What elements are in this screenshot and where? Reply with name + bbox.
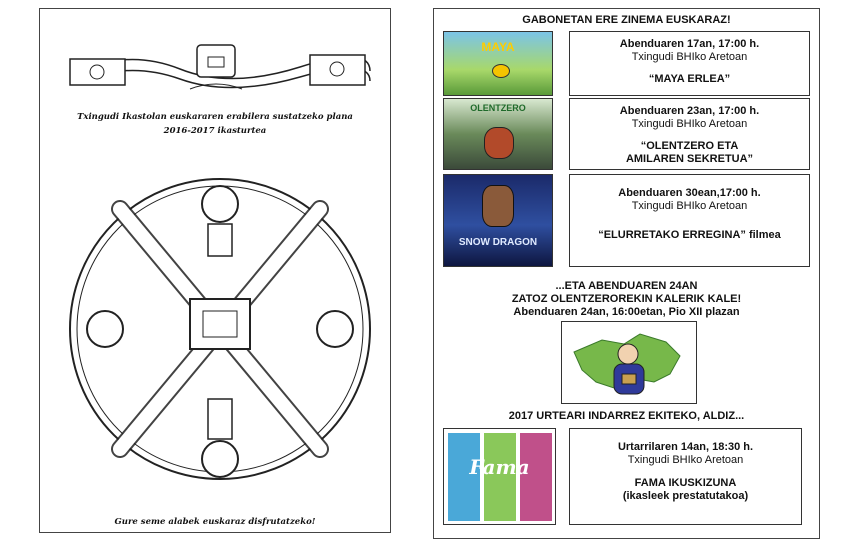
movie-info-1 bbox=[569, 31, 810, 96]
poster-title: OLENTZERO bbox=[470, 103, 526, 113]
pirate-mandala-illustration bbox=[40, 139, 392, 519]
character-figure-icon bbox=[484, 127, 514, 159]
program-title: GABONETAN ERE ZINEMA EUSKARAZ! bbox=[522, 14, 731, 26]
coloring-page bbox=[39, 8, 391, 533]
treasure-banner-illustration bbox=[40, 9, 392, 109]
olentzero-map-illustration bbox=[562, 322, 697, 404]
event-date: Urtarrilaren 14an, 18:30 h. bbox=[617, 441, 754, 453]
announce-line-3: Abenduaren 24an, 16:00etan, Pio XII plazan bbox=[513, 306, 740, 318]
movie-date: Abenduaren 23an, 17:00 h. bbox=[619, 105, 760, 117]
poster-title: SNOW DRAGON bbox=[458, 237, 538, 248]
movie-place: Txingudi BHIko Aretoan bbox=[631, 118, 748, 130]
poster-title: Fama bbox=[469, 455, 530, 479]
movie-title: “MAYA ERLEA” bbox=[648, 73, 731, 85]
subtitle-line-2: 2016-2017 ikasturtea bbox=[163, 126, 267, 136]
movie-place: Txingudi BHIko Aretoan bbox=[631, 51, 748, 63]
event-title: FAMA IKUSKIZUNA bbox=[634, 477, 737, 489]
movie-date: Abenduaren 30ean,17:00 h. bbox=[618, 187, 761, 199]
movie-title: “ELURRETAKO ERREGINA” filmea bbox=[598, 229, 781, 241]
subtitle-line-1: Txingudi Ikastolan euskararen erabilera sustatzeko plana bbox=[77, 112, 353, 122]
movie-title: “OLENTZERO ETA AMILAREN SEKRETUA” bbox=[625, 140, 754, 165]
announce-line-1: ...ETA ABENDUAREN 24AN bbox=[555, 280, 698, 292]
poster-title: MAYA bbox=[481, 40, 515, 54]
event-note: (ikasleek prestatutakoa) bbox=[622, 490, 749, 502]
movie-info-3 bbox=[569, 174, 810, 267]
movie-poster-1 bbox=[443, 31, 553, 96]
movie-date: Abenduaren 17an, 17:00 h. bbox=[619, 38, 760, 50]
olentzero-image bbox=[561, 321, 697, 404]
announce-line-2: ZATOZ OLENTZEROREKIN KALERIK KALE! bbox=[511, 293, 742, 305]
movie-info-2 bbox=[569, 98, 810, 170]
program-panel bbox=[433, 8, 820, 539]
event-place: Txingudi BHIko Aretoan bbox=[627, 454, 744, 466]
bee-icon bbox=[492, 64, 510, 78]
movie-poster-3 bbox=[443, 174, 553, 267]
fama-info bbox=[569, 428, 802, 525]
movie-poster-2 bbox=[443, 98, 553, 170]
character-figure-icon bbox=[482, 185, 514, 227]
section-2-title: 2017 URTEARI INDARREZ EKITEKO, ALDIZ... bbox=[508, 410, 745, 422]
movie-place: Txingudi BHIko Aretoan bbox=[631, 200, 748, 212]
fama-poster bbox=[443, 428, 556, 525]
footer-slogan: Gure seme alabek euskaraz disfrutatzeko! bbox=[114, 517, 316, 527]
